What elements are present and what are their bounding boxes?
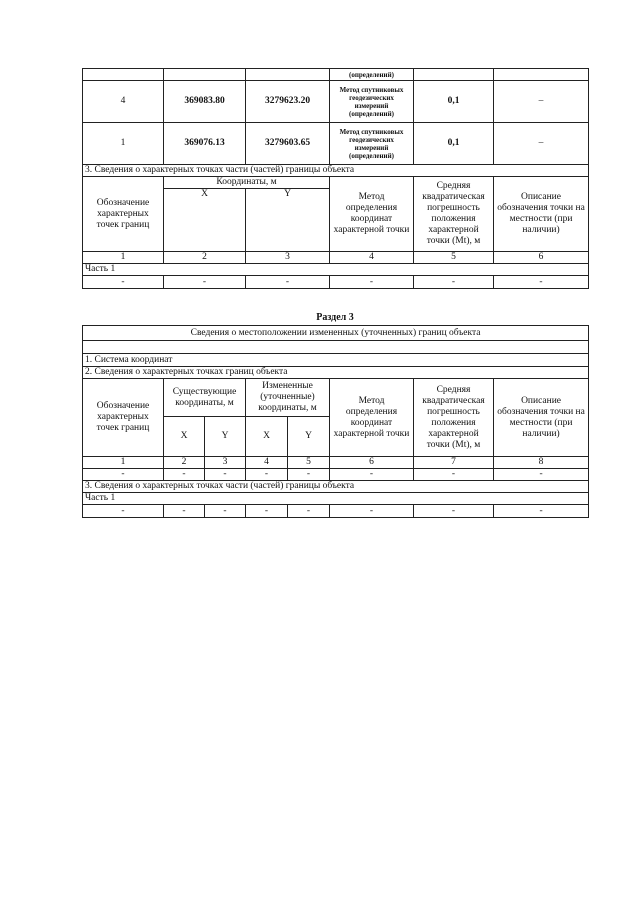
column-number: 1 bbox=[83, 252, 164, 264]
column-number: 6 bbox=[494, 252, 589, 264]
table-row bbox=[83, 367, 589, 379]
table-cell bbox=[246, 201, 330, 252]
column-number: 3 bbox=[246, 252, 330, 264]
empty-value: - bbox=[494, 469, 589, 481]
empty-value: - bbox=[83, 505, 164, 518]
table-cell bbox=[164, 69, 246, 81]
empty-value: - bbox=[83, 276, 164, 289]
empty-value: - bbox=[330, 469, 414, 481]
column-number: 1 bbox=[83, 457, 164, 469]
header-y: Y bbox=[205, 417, 246, 457]
header-method: Метод определения координат характерной точки bbox=[330, 177, 414, 252]
header-changed-coordinates: Измененные (уточненные) координаты, м bbox=[246, 379, 330, 417]
column-number: 4 bbox=[330, 252, 414, 264]
empty-value: - bbox=[246, 469, 288, 481]
table-row bbox=[83, 341, 589, 354]
empty-value: - bbox=[164, 276, 246, 289]
header-x: X bbox=[246, 417, 288, 457]
column-number: 8 bbox=[494, 457, 589, 469]
table-row bbox=[83, 123, 589, 165]
part-label: Часть 1 bbox=[83, 264, 589, 276]
accuracy-cell: 0,1 bbox=[414, 123, 494, 165]
accuracy-cell: 0,1 bbox=[414, 81, 494, 123]
column-number: 7 bbox=[414, 457, 494, 469]
section-heading: 3. Сведения о характерных точках части (частей) границы объекта bbox=[83, 165, 589, 177]
empty-value: - bbox=[288, 505, 330, 518]
empty-value: - bbox=[205, 505, 246, 518]
header-description: Описание обозначения точки на местности (при наличии) bbox=[494, 177, 589, 252]
coordinates-table-continued bbox=[82, 68, 589, 289]
table-cell bbox=[164, 201, 246, 252]
empty-value: - bbox=[288, 469, 330, 481]
column-number: 5 bbox=[414, 252, 494, 264]
column-number: 4 bbox=[246, 457, 288, 469]
method-cell: Метод спутниковых геодезических измерений (определений) bbox=[330, 123, 414, 165]
empty-value: - bbox=[414, 505, 494, 518]
empty-value: - bbox=[246, 276, 330, 289]
coord-y: 3279603.65 bbox=[246, 123, 330, 165]
column-number: 3 bbox=[205, 457, 246, 469]
coord-y: 3279623.20 bbox=[246, 81, 330, 123]
column-number: 5 bbox=[288, 457, 330, 469]
table-row bbox=[83, 481, 589, 493]
changed-boundaries-table bbox=[82, 325, 589, 518]
table-row bbox=[83, 276, 589, 289]
header-accuracy: Средняя квадратическая погрешность положения характерной точки (Mt), м bbox=[414, 379, 494, 457]
header-coordinates: Координаты, м bbox=[164, 177, 330, 189]
part-label: Часть 1 bbox=[83, 493, 589, 505]
table-cell bbox=[414, 69, 494, 81]
header-x: X bbox=[164, 189, 246, 201]
header-y: Y bbox=[246, 189, 330, 201]
empty-value: - bbox=[330, 505, 414, 518]
empty-value: - bbox=[83, 469, 164, 481]
section-heading: 3. Сведения о характерных точках части (частей) границы объекта bbox=[83, 481, 589, 493]
header-method: Метод определения координат характерной точки bbox=[330, 379, 414, 457]
coordinate-system: 1. Система координат bbox=[83, 354, 589, 367]
table-row bbox=[83, 264, 589, 276]
column-numbers-row bbox=[83, 252, 589, 264]
method-cell: (определений) bbox=[330, 69, 414, 81]
table-row bbox=[83, 493, 589, 505]
table-header-row bbox=[83, 177, 589, 189]
table-row bbox=[83, 354, 589, 367]
header-designation: Обозначение характерных точек границ bbox=[83, 379, 164, 457]
header-existing-coordinates: Существующие координаты, м bbox=[164, 379, 246, 417]
table-row bbox=[83, 69, 589, 81]
empty-value: - bbox=[164, 505, 205, 518]
point-number: 1 bbox=[83, 123, 164, 165]
section-heading: 2. Сведения о характерных точках границ объекта bbox=[83, 367, 589, 379]
table-row bbox=[83, 165, 589, 177]
table-cell bbox=[494, 69, 589, 81]
column-number: 2 bbox=[164, 252, 246, 264]
method-cell: Метод спутниковых геодезических измерений (определений) bbox=[330, 81, 414, 123]
header-x: X bbox=[164, 417, 205, 457]
header-accuracy: Средняя квадратическая погрешность положения характерной точки (Mt), м bbox=[414, 177, 494, 252]
header-y: Y bbox=[288, 417, 330, 457]
column-number: 6 bbox=[330, 457, 414, 469]
empty-value: - bbox=[414, 469, 494, 481]
description-cell: – bbox=[494, 81, 589, 123]
empty-value: - bbox=[414, 276, 494, 289]
point-number: 4 bbox=[83, 81, 164, 123]
empty-value: - bbox=[246, 505, 288, 518]
header-designation: Обозначение характерных точек границ bbox=[83, 177, 164, 252]
table-header-row bbox=[83, 379, 589, 417]
empty-value: - bbox=[494, 505, 589, 518]
empty-value: - bbox=[330, 276, 414, 289]
section-title: Раздел 3 bbox=[316, 312, 354, 323]
description-cell: – bbox=[494, 123, 589, 165]
empty-value: - bbox=[205, 469, 246, 481]
column-number: 2 bbox=[164, 457, 205, 469]
table-row bbox=[83, 326, 589, 341]
header-description: Описание обозначения точки на местности (при наличии) bbox=[494, 379, 589, 457]
table-row bbox=[83, 81, 589, 123]
empty-value: - bbox=[494, 276, 589, 289]
coord-x: 369076.13 bbox=[164, 123, 246, 165]
empty-value: - bbox=[164, 469, 205, 481]
coord-x: 369083.80 bbox=[164, 81, 246, 123]
table-cell bbox=[83, 69, 164, 81]
section-subtitle: Сведения о местоположении измененных (уточненных) границ объекта bbox=[83, 326, 589, 341]
empty-row bbox=[83, 341, 589, 354]
table-cell bbox=[246, 69, 330, 81]
table-row bbox=[83, 505, 589, 518]
table-row bbox=[83, 469, 589, 481]
column-numbers-row bbox=[83, 457, 589, 469]
